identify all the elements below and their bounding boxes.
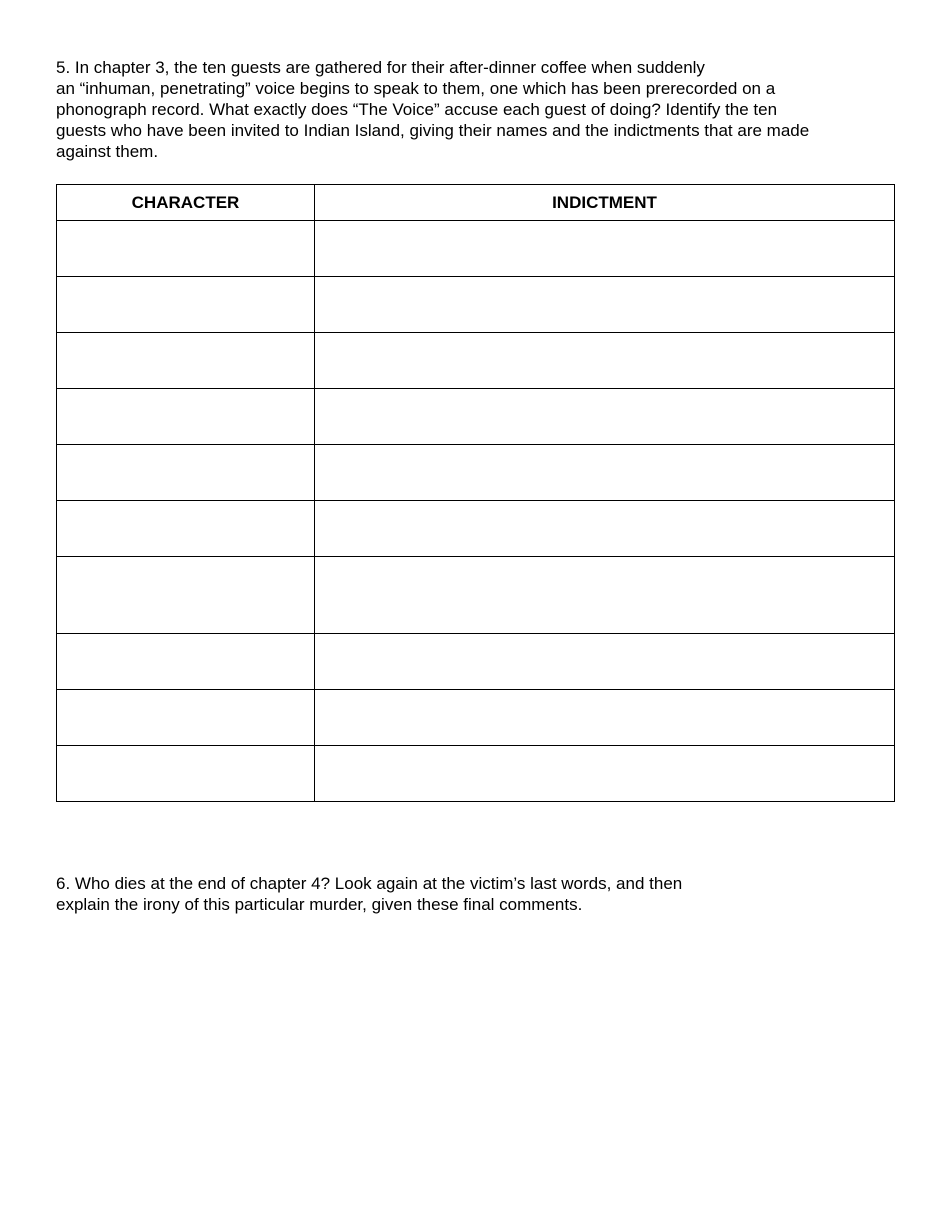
- character-cell[interactable]: [57, 746, 315, 802]
- table-row: [57, 221, 895, 277]
- table-header-row: [57, 185, 895, 221]
- question-5-prompt: [56, 57, 906, 162]
- character-cell[interactable]: [57, 389, 315, 445]
- question-5-line: phonograph record. What exactly does “The Voice” accuse each guest of doing? Identify the ten: [56, 100, 778, 119]
- character-cell[interactable]: [57, 445, 315, 501]
- character-cell[interactable]: [57, 634, 315, 690]
- question-5-line: an “inhuman, penetrating” voice begins to speak to them, one which has been prerecorded on a: [56, 79, 776, 98]
- table-row: [57, 445, 895, 501]
- character-cell[interactable]: [57, 277, 315, 333]
- indictment-cell[interactable]: [315, 221, 895, 277]
- character-cell[interactable]: [57, 333, 315, 389]
- question-6-prompt: [56, 873, 906, 915]
- table-row: [57, 389, 895, 445]
- character-cell[interactable]: [57, 501, 315, 557]
- question-5-line: guests who have been invited to Indian Island, giving their names and the indictments that are made: [56, 121, 810, 140]
- table-row: [57, 501, 895, 557]
- table-row: [57, 557, 895, 634]
- indictment-cell[interactable]: [315, 746, 895, 802]
- indictment-cell[interactable]: [315, 501, 895, 557]
- indictment-cell[interactable]: [315, 557, 895, 634]
- character-cell[interactable]: [57, 221, 315, 277]
- question-5-line: against them.: [56, 142, 159, 161]
- indictment-cell[interactable]: [315, 277, 895, 333]
- character-cell[interactable]: [57, 557, 315, 634]
- table-row: [57, 690, 895, 746]
- table-row: [57, 333, 895, 389]
- indictment-cell[interactable]: [315, 634, 895, 690]
- indictment-cell[interactable]: [315, 690, 895, 746]
- question-5-line: 5. In chapter 3, the ten guests are gathered for their after-dinner coffee when suddenly: [56, 58, 705, 77]
- character-cell[interactable]: [57, 690, 315, 746]
- guest-indictment-table: [56, 184, 895, 802]
- table-row: [57, 277, 895, 333]
- indictment-cell[interactable]: [315, 445, 895, 501]
- indictment-cell[interactable]: [315, 333, 895, 389]
- question-6-line: explain the irony of this particular murder, given these final comments.: [56, 895, 583, 914]
- question-6-line: 6. Who dies at the end of chapter 4? Look again at the victim’s last words, and then: [56, 874, 683, 893]
- indictment-cell[interactable]: [315, 389, 895, 445]
- character-column-header: CHARACTER: [57, 185, 315, 221]
- table-row: [57, 746, 895, 802]
- table-row: [57, 634, 895, 690]
- indictment-column-header: INDICTMENT: [315, 185, 895, 221]
